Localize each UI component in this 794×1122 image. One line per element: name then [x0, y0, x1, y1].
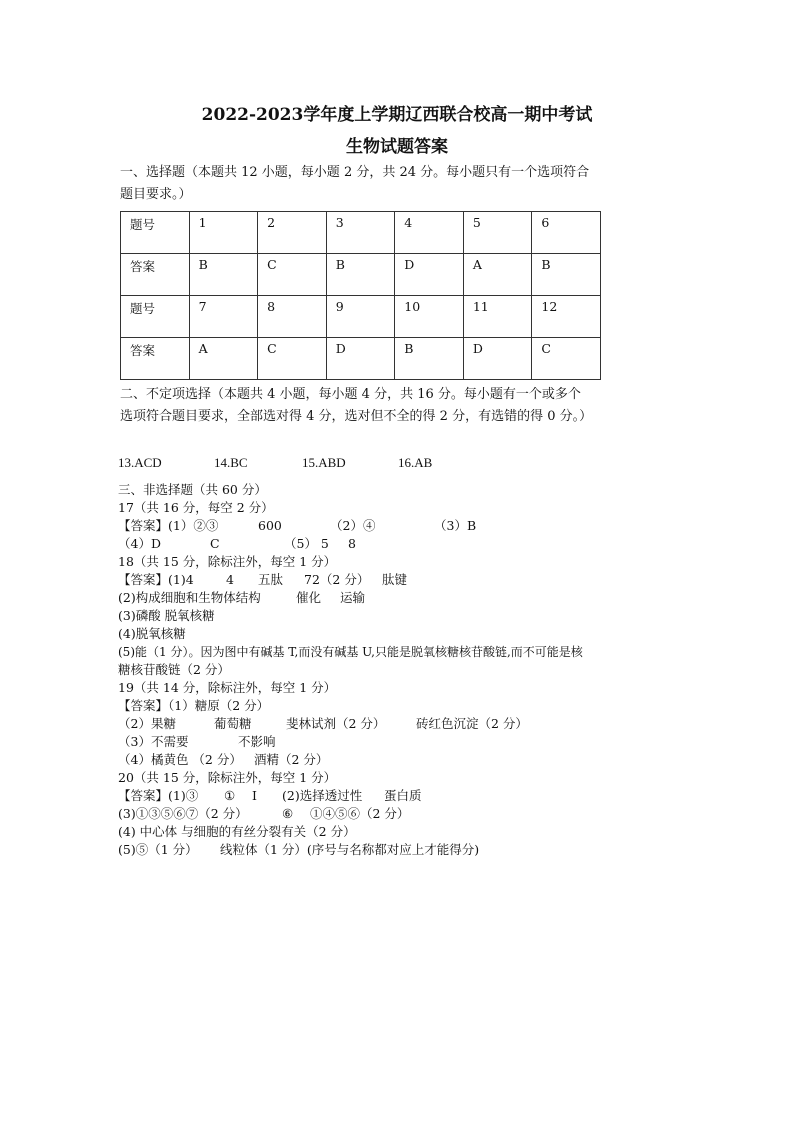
q19-ans: （2）果糖: [118, 716, 176, 731]
mc-answers: [118, 454, 432, 472]
q17-ans: （3）B: [434, 518, 477, 533]
q17-ans: （2）④: [330, 518, 376, 533]
q17-answer-line2: [118, 535, 356, 553]
q18-header: 18（共 15 分，除标注外，每空 1 分）: [118, 554, 337, 569]
q18-answer-line3: (3)磷酸 脱氧核糖: [118, 608, 215, 623]
q19-ans: 砖红色沉淀（2 分）: [416, 716, 528, 731]
q18-ans: (2)构成细胞和生物体结构: [118, 590, 261, 605]
q17-ans: 600: [258, 518, 282, 533]
q20-header: 20（共 15 分，除标注外，每空 1 分）: [118, 770, 337, 785]
table-cell: 3: [326, 212, 395, 254]
q20-ans: ①④⑤⑥（2 分）: [310, 806, 410, 821]
q18-ans: 【答案】(1)4: [118, 572, 194, 587]
q19-answer-line2: [118, 715, 528, 733]
table-row-header: 答案: [121, 254, 190, 296]
q18-answer-line2: [118, 589, 365, 607]
q18-ans: 五肽: [258, 572, 284, 587]
mc-answer: 16.AB: [398, 455, 433, 470]
q18-answer-line4: (4)脱氧核糖: [118, 626, 186, 641]
table-cell: 1: [189, 212, 258, 254]
q20-answer-line2: [118, 805, 409, 823]
q19-answer-line3: [118, 733, 276, 751]
q19-ans: （4）橘黄色 （2 分）: [118, 752, 242, 767]
q18-ans: 4: [226, 572, 234, 587]
exam-title: 2022-2023学年度上学期辽西联合校高一期中考试: [201, 105, 593, 125]
section1-intro: 一、选择题（本题共 12 小题，每小题 2 分，共 24 分。每小题只有一个选项符合题目要求。）: [120, 165, 590, 202]
table-row: [121, 212, 601, 254]
table-cell: 4: [395, 212, 464, 254]
q20-ans: 【答案】(1)③: [118, 788, 199, 803]
table-cell: D: [326, 338, 395, 380]
exam-subtitle: 生物试题答案: [346, 137, 448, 157]
q20-answer-line4: [118, 841, 479, 859]
table-cell: 9: [326, 296, 395, 338]
q17-ans: C: [210, 536, 220, 551]
table-cell: 11: [463, 296, 532, 338]
q20-answer-line1: [118, 787, 422, 805]
table-cell: 2: [258, 212, 327, 254]
q19-ans: 不影响: [238, 734, 276, 749]
table-cell: D: [395, 254, 464, 296]
q18-answer-line1: [118, 571, 407, 589]
q19-ans: 酒精（2 分）: [254, 752, 329, 767]
q19-header: 19（共 14 分，除标注外，每空 1 分）: [118, 680, 337, 695]
q20-ans: (5)⑤（1 分）: [118, 842, 198, 857]
table-cell: C: [258, 254, 327, 296]
table-row-header: 题号: [121, 212, 190, 254]
q20-ans: ①: [224, 788, 236, 803]
q17-ans: （5） 5: [284, 536, 329, 551]
table-row: [121, 296, 601, 338]
q18-ans: 72（2 分）: [304, 572, 370, 587]
table-row-header: 题号: [121, 296, 190, 338]
table-cell: B: [395, 338, 464, 380]
q17-ans: （4）D: [118, 536, 161, 551]
table-row-header: 答案: [121, 338, 190, 380]
q19-ans: 葡萄糖: [214, 716, 252, 731]
q17-ans: 【答案】(1）②③: [118, 518, 219, 533]
answer-table: [120, 211, 601, 380]
table-row: [121, 254, 601, 296]
table-cell: A: [463, 254, 532, 296]
table-cell: 12: [532, 296, 601, 338]
q18-ans: 运输: [340, 590, 366, 605]
q18-ans: 肽键: [382, 572, 408, 587]
q20-ans: 线粒体（1 分）(序号与名称都对应上才能得分): [220, 842, 480, 857]
table-cell: C: [532, 338, 601, 380]
q17-answer-line1: [118, 517, 476, 535]
table-cell: 7: [189, 296, 258, 338]
table-cell: D: [463, 338, 532, 380]
mc-answer: 14.BC: [214, 455, 248, 470]
table-cell: 5: [463, 212, 532, 254]
q19-ans: （3）不需要: [118, 734, 189, 749]
mc-answer: 13.ACD: [118, 455, 162, 470]
section2-intro: 二、不定项选择（本题共 4 小题，每小题 4 分，共 16 分。每小题有一个或多个选项符合题目要求，全部选对得 4 分，选对但不全的得 2 分，有选错的得 0 分。）: [120, 387, 593, 424]
table-cell: A: [189, 338, 258, 380]
q20-ans: 蛋白质: [384, 788, 422, 803]
q20-ans: Ⅰ: [252, 788, 257, 803]
q20-ans: ⑥: [282, 806, 294, 821]
q17-header: 17（共 16 分，每空 2 分）: [118, 500, 274, 515]
q18-answer-line6: 糖核苷酸链（2 分）: [118, 662, 230, 677]
mc-answer: 15.ABD: [302, 455, 346, 470]
q19-answer-line1: 【答案】（1）糖原（2 分）: [118, 698, 270, 713]
q19-ans: 斐林试剂（2 分）: [286, 716, 386, 731]
table-cell: 8: [258, 296, 327, 338]
table-cell: 6: [532, 212, 601, 254]
q20-ans: (3)①③⑤⑥⑦（2 分）: [118, 806, 248, 821]
table-cell: B: [532, 254, 601, 296]
q17-ans: 8: [348, 536, 356, 551]
table-cell: B: [326, 254, 395, 296]
table-row: [121, 338, 601, 380]
q19-answer-line4: [118, 751, 328, 769]
table-cell: B: [189, 254, 258, 296]
table-cell: 10: [395, 296, 464, 338]
section3-title: 三、非选择题（共 60 分）: [118, 482, 267, 497]
q20-answer-line3: (4) 中心体 与细胞的有丝分裂有关（2 分）: [118, 824, 356, 839]
q20-ans: (2)选择透过性: [282, 788, 363, 803]
q18-ans: 催化: [296, 590, 322, 605]
table-cell: C: [258, 338, 327, 380]
q18-answer-line5: (5)能（1 分）。因为图中有碱基 T,而没有碱基 U,只能是脱氧核糖核苷酸链,而不可能是核: [118, 645, 583, 659]
